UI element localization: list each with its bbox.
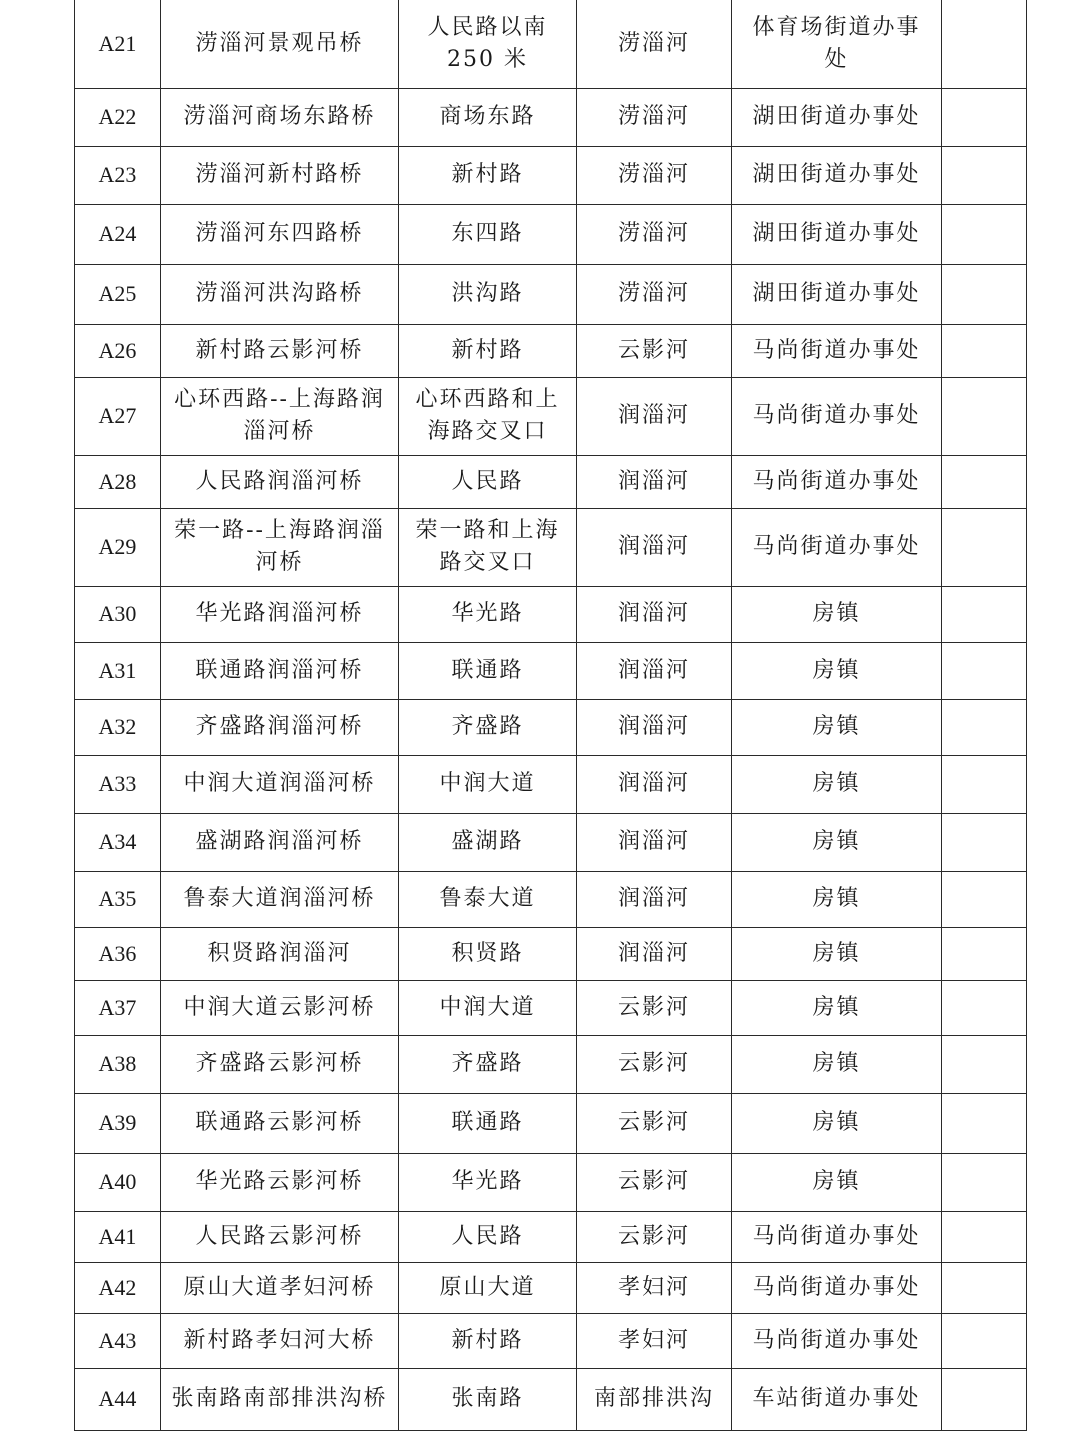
note-cell: [942, 927, 1027, 980]
road-cell: 中润大道: [399, 755, 577, 813]
office-cell: 房镇: [732, 980, 942, 1035]
table-row: [75, 377, 1027, 455]
note-cell: [942, 455, 1027, 508]
table-row: [75, 264, 1027, 324]
bridge-name-cell: 中润大道云影河桥: [161, 980, 399, 1035]
note-cell: [942, 264, 1027, 324]
office-cell: 房镇: [732, 642, 942, 699]
bridge-name-cell: 鲁泰大道润淄河桥: [161, 871, 399, 927]
river-cell: 云影河: [577, 1093, 732, 1153]
road-cell: 洪沟路: [399, 264, 577, 324]
table-row: [75, 508, 1027, 586]
bridge-id-cell: A23: [75, 146, 161, 204]
office-cell: 房镇: [732, 927, 942, 980]
river-cell: 润淄河: [577, 377, 732, 455]
office-cell: 房镇: [732, 1035, 942, 1093]
bridge-name-cell: 涝淄河景观吊桥: [161, 0, 399, 88]
bridge-id-cell: A44: [75, 1368, 161, 1430]
note-cell: [942, 146, 1027, 204]
bridge-name-cell: 齐盛路云影河桥: [161, 1035, 399, 1093]
bridge-id-cell: A34: [75, 813, 161, 871]
river-cell: 孝妇河: [577, 1313, 732, 1368]
office-cell: 马尚街道办事处: [732, 508, 942, 586]
bridge-name-cell: 心环西路--上海路润淄河桥: [161, 377, 399, 455]
river-cell: 云影河: [577, 324, 732, 377]
office-cell: 车站街道办事处: [732, 1368, 942, 1430]
office-cell: 房镇: [732, 586, 942, 642]
road-cell: 华光路: [399, 1153, 577, 1211]
bridge-name-cell: 华光路润淄河桥: [161, 586, 399, 642]
table-row: [75, 755, 1027, 813]
bridge-id-cell: A30: [75, 586, 161, 642]
road-cell: 联通路: [399, 642, 577, 699]
bridge-id-cell: A31: [75, 642, 161, 699]
river-cell: 涝淄河: [577, 146, 732, 204]
river-cell: 涝淄河: [577, 0, 732, 88]
note-cell: [942, 1211, 1027, 1262]
office-cell: 马尚街道办事处: [732, 324, 942, 377]
office-cell: 马尚街道办事处: [732, 1313, 942, 1368]
road-cell: 心环西路和上海路交叉口: [399, 377, 577, 455]
river-cell: 云影河: [577, 1153, 732, 1211]
river-cell: 润淄河: [577, 927, 732, 980]
office-cell: 房镇: [732, 1153, 942, 1211]
table-row: [75, 1211, 1027, 1262]
bridge-id-cell: A39: [75, 1093, 161, 1153]
table-row: [75, 204, 1027, 264]
road-cell: 东四路: [399, 204, 577, 264]
river-cell: 涝淄河: [577, 264, 732, 324]
river-cell: 润淄河: [577, 755, 732, 813]
bridge-id-cell: A22: [75, 88, 161, 146]
river-cell: 润淄河: [577, 586, 732, 642]
road-cell: 人民路: [399, 455, 577, 508]
river-cell: 孝妇河: [577, 1262, 732, 1313]
office-cell: 房镇: [732, 699, 942, 755]
note-cell: [942, 642, 1027, 699]
road-cell: 人民路: [399, 1211, 577, 1262]
table-row: [75, 88, 1027, 146]
note-cell: [942, 755, 1027, 813]
table-row: [75, 1093, 1027, 1153]
bridge-id-cell: A43: [75, 1313, 161, 1368]
road-cell: 鲁泰大道: [399, 871, 577, 927]
office-cell: 湖田街道办事处: [732, 146, 942, 204]
river-cell: 南部排洪沟: [577, 1368, 732, 1430]
bridge-id-cell: A36: [75, 927, 161, 980]
note-cell: [942, 508, 1027, 586]
road-cell: 原山大道: [399, 1262, 577, 1313]
note-cell: [942, 1368, 1027, 1430]
road-cell: 华光路: [399, 586, 577, 642]
bridge-id-cell: A42: [75, 1262, 161, 1313]
note-cell: [942, 980, 1027, 1035]
bridge-id-cell: A41: [75, 1211, 161, 1262]
river-cell: 涝淄河: [577, 204, 732, 264]
office-cell: 房镇: [732, 813, 942, 871]
table-row: [75, 146, 1027, 204]
note-cell: [942, 813, 1027, 871]
note-cell: [942, 1093, 1027, 1153]
road-cell: 商场东路: [399, 88, 577, 146]
bridge-name-cell: 中润大道润淄河桥: [161, 755, 399, 813]
bridge-name-cell: 积贤路润淄河: [161, 927, 399, 980]
road-cell: 联通路: [399, 1093, 577, 1153]
road-cell: 盛湖路: [399, 813, 577, 871]
note-cell: [942, 586, 1027, 642]
road-cell: 新村路: [399, 146, 577, 204]
office-cell: 房镇: [732, 1093, 942, 1153]
road-cell: 新村路: [399, 1313, 577, 1368]
table-row: [75, 1035, 1027, 1093]
bridge-id-cell: A25: [75, 264, 161, 324]
bridge-id-cell: A37: [75, 980, 161, 1035]
office-cell: 湖田街道办事处: [732, 204, 942, 264]
river-cell: 润淄河: [577, 508, 732, 586]
bridge-id-cell: A32: [75, 699, 161, 755]
road-cell: 齐盛路: [399, 1035, 577, 1093]
river-cell: 润淄河: [577, 699, 732, 755]
office-cell: 房镇: [732, 755, 942, 813]
bridge-id-cell: A40: [75, 1153, 161, 1211]
bridge-name-cell: 涝淄河新村路桥: [161, 146, 399, 204]
office-cell: 房镇: [732, 871, 942, 927]
bridge-name-cell: 齐盛路润淄河桥: [161, 699, 399, 755]
bridge-name-cell: 张南路南部排洪沟桥: [161, 1368, 399, 1430]
bridge-name-cell: 涝淄河商场东路桥: [161, 88, 399, 146]
note-cell: [942, 88, 1027, 146]
note-cell: [942, 871, 1027, 927]
bridge-id-cell: A27: [75, 377, 161, 455]
road-cell: 新村路: [399, 324, 577, 377]
office-cell: 马尚街道办事处: [732, 1211, 942, 1262]
note-cell: [942, 1313, 1027, 1368]
river-cell: 涝淄河: [577, 88, 732, 146]
bridge-id-cell: A35: [75, 871, 161, 927]
river-cell: 润淄河: [577, 455, 732, 508]
note-cell: [942, 1035, 1027, 1093]
bridge-name-cell: 盛湖路润淄河桥: [161, 813, 399, 871]
bridge-id-cell: A26: [75, 324, 161, 377]
table-row: [75, 1262, 1027, 1313]
office-cell: 体育场街道办事处: [732, 0, 942, 88]
bridge-name-cell: 涝淄河洪沟路桥: [161, 264, 399, 324]
bridge-table: [74, 0, 1027, 1431]
road-cell: 齐盛路: [399, 699, 577, 755]
table-row: [75, 642, 1027, 699]
bridge-name-cell: 人民路润淄河桥: [161, 455, 399, 508]
bridge-name-cell: 涝淄河东四路桥: [161, 204, 399, 264]
note-cell: [942, 1153, 1027, 1211]
bridge-name-cell: 新村路孝妇河大桥: [161, 1313, 399, 1368]
river-cell: 润淄河: [577, 813, 732, 871]
river-cell: 云影河: [577, 980, 732, 1035]
river-cell: 润淄河: [577, 871, 732, 927]
bridge-name-cell: 新村路云影河桥: [161, 324, 399, 377]
table-row: [75, 980, 1027, 1035]
table-row: [75, 1153, 1027, 1211]
note-cell: [942, 377, 1027, 455]
note-cell: [942, 324, 1027, 377]
road-cell: 荣一路和上海路交叉口: [399, 508, 577, 586]
table-body: [75, 0, 1027, 1430]
table-row: [75, 927, 1027, 980]
road-cell: 人民路以南 250 米: [399, 0, 577, 88]
table-row: [75, 324, 1027, 377]
bridge-id-cell: A33: [75, 755, 161, 813]
bridge-id-cell: A29: [75, 508, 161, 586]
office-cell: 湖田街道办事处: [732, 88, 942, 146]
bridge-name-cell: 原山大道孝妇河桥: [161, 1262, 399, 1313]
bridge-name-cell: 华光路云影河桥: [161, 1153, 399, 1211]
road-cell: 张南路: [399, 1368, 577, 1430]
office-cell: 马尚街道办事处: [732, 377, 942, 455]
bridge-name-cell: 人民路云影河桥: [161, 1211, 399, 1262]
table-row: [75, 586, 1027, 642]
road-cell: 积贤路: [399, 927, 577, 980]
bridge-id-cell: A38: [75, 1035, 161, 1093]
note-cell: [942, 0, 1027, 88]
bridge-name-cell: 荣一路--上海路润淄河桥: [161, 508, 399, 586]
note-cell: [942, 204, 1027, 264]
table-row: [75, 0, 1027, 88]
table-row: [75, 1313, 1027, 1368]
office-cell: 马尚街道办事处: [732, 455, 942, 508]
bridge-id-cell: A24: [75, 204, 161, 264]
road-cell: 中润大道: [399, 980, 577, 1035]
table-row: [75, 1368, 1027, 1430]
bridge-name-cell: 联通路润淄河桥: [161, 642, 399, 699]
note-cell: [942, 699, 1027, 755]
bridge-id-cell: A28: [75, 455, 161, 508]
office-cell: 马尚街道办事处: [732, 1262, 942, 1313]
table-row: [75, 699, 1027, 755]
bridge-name-cell: 联通路云影河桥: [161, 1093, 399, 1153]
table-row: [75, 455, 1027, 508]
note-cell: [942, 1262, 1027, 1313]
table-row: [75, 871, 1027, 927]
office-cell: 湖田街道办事处: [732, 264, 942, 324]
river-cell: 润淄河: [577, 642, 732, 699]
table-row: [75, 813, 1027, 871]
bridge-id-cell: A21: [75, 0, 161, 88]
river-cell: 云影河: [577, 1211, 732, 1262]
river-cell: 云影河: [577, 1035, 732, 1093]
